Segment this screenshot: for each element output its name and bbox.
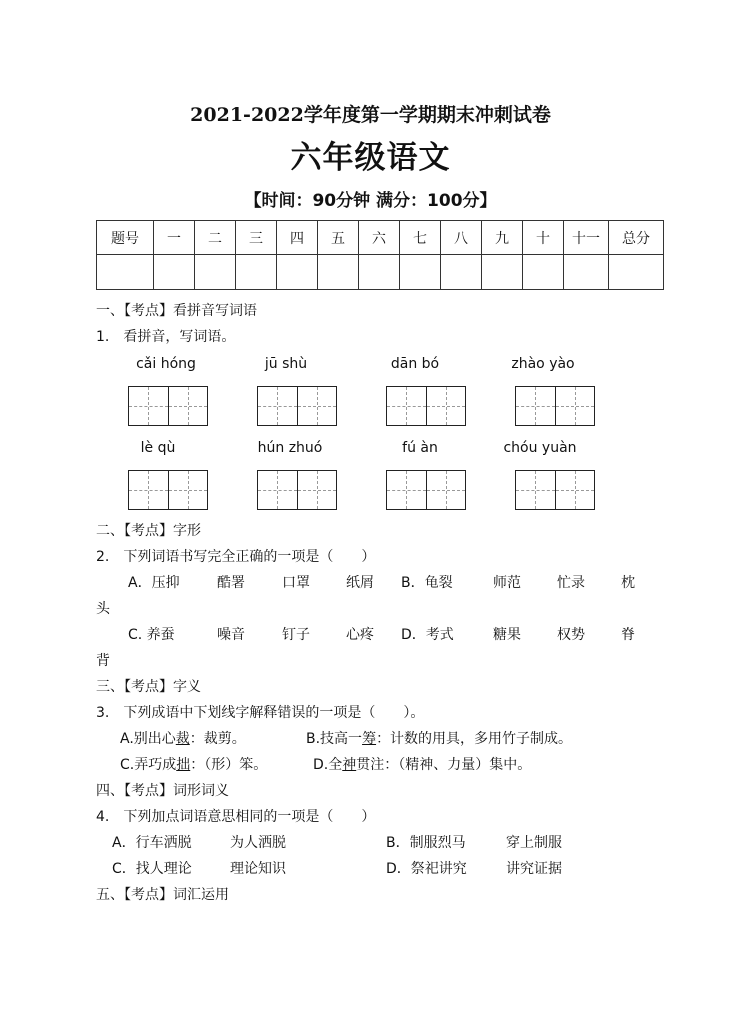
question-stem: 3. 下列成语中下划线字解释错误的一项是（ ）。 [96, 705, 425, 721]
option-a-second: 为人洒脱 [230, 835, 286, 851]
score-blank-cell[interactable] [97, 255, 154, 290]
question-stem: 4. 下列加点词语意思相同的一项是（ ） [96, 809, 376, 825]
score-blank-cell[interactable] [318, 255, 359, 290]
option-word: 口罩 [282, 575, 310, 591]
option-word: 心疼 [346, 627, 374, 643]
option-word: 脊 [621, 627, 635, 643]
section-title: 五、【考点】词汇运用 [96, 887, 229, 903]
writing-grid[interactable] [257, 386, 337, 426]
underlined-char: 拙 [176, 757, 191, 773]
score-blank-cell[interactable] [400, 255, 441, 290]
score-header-cell: 五 [318, 221, 359, 255]
option-b: B．制服烈马 [386, 835, 466, 851]
option-c-second: 理论知识 [230, 861, 286, 877]
underlined-char: 神 [342, 757, 357, 773]
subject-title: 六年级语文 [290, 140, 451, 176]
option-d-label: D．考式 [401, 627, 454, 643]
score-blank-cell[interactable] [154, 255, 195, 290]
option-a [120, 728, 246, 748]
option-text: ：（形）笨。 [190, 757, 268, 773]
score-blank-cell[interactable] [523, 255, 564, 290]
option-wrap: 背 [96, 653, 110, 669]
option-d-second: 讲究证据 [506, 861, 562, 877]
writing-grid[interactable] [386, 470, 466, 510]
option-b-second: 穿上制服 [506, 835, 562, 851]
option-word: 噪音 [217, 627, 245, 643]
score-header-cell: 十 [523, 221, 564, 255]
score-table-header-row [97, 221, 664, 255]
option-text: B.技高一 [306, 731, 363, 747]
pinyin-label: lè qù [140, 440, 176, 456]
option-word: 酷署 [217, 575, 245, 591]
option-c: C．找人理论 [112, 861, 192, 877]
score-header-cell: 八 [441, 221, 482, 255]
underlined-char: 筹 [362, 731, 377, 747]
question-stem: 1. 看拼音，写词语。 [96, 329, 236, 345]
score-blank-cell[interactable] [236, 255, 277, 290]
score-header-cell: 十一 [564, 221, 609, 255]
option-text: A.别出心 [120, 731, 176, 747]
option-word: 糖果 [493, 627, 521, 643]
option-word: 钉子 [282, 627, 310, 643]
score-header-cell: 一 [154, 221, 195, 255]
score-blank-cell[interactable] [195, 255, 236, 290]
writing-grid[interactable] [128, 470, 208, 510]
score-blank-cell[interactable] [441, 255, 482, 290]
writing-grid[interactable] [386, 386, 466, 426]
section-title: 三、【考点】字义 [96, 679, 201, 695]
pinyin-label: jū shù [264, 356, 308, 372]
score-header-cell: 题号 [97, 221, 154, 255]
score-header-cell: 七 [400, 221, 441, 255]
score-table-blank-row [97, 255, 664, 290]
option-word: 师范 [493, 575, 521, 591]
option-d: D．祭祀讲究 [386, 861, 467, 877]
writing-grid[interactable] [515, 386, 595, 426]
section-title: 二、【考点】字形 [96, 523, 201, 539]
score-header-cell: 九 [482, 221, 523, 255]
option-word: 纸屑 [346, 575, 374, 591]
score-header-cell: 四 [277, 221, 318, 255]
section-title: 一、【考点】看拼音写词语 [96, 303, 257, 319]
exam-title: 2021-2022学年度第一学期期末冲刺试卷 [190, 104, 551, 126]
writing-grid[interactable] [257, 470, 337, 510]
score-header-cell: 六 [359, 221, 400, 255]
option-d [313, 754, 531, 774]
option-a-label: A．压抑 [128, 575, 180, 591]
option-word: 枕 [621, 575, 635, 591]
score-header-cell: 总分 [609, 221, 664, 255]
option-text: D.全 [313, 757, 343, 773]
option-word: 权势 [557, 627, 585, 643]
pinyin-label: hún zhuó [257, 440, 323, 456]
pinyin-label: chóu yuàn [503, 440, 577, 456]
option-c [120, 754, 267, 774]
option-text: 贯注：（精神、力量）集中。 [356, 757, 532, 773]
score-blank-cell[interactable] [277, 255, 318, 290]
score-table [96, 220, 664, 290]
section-title: 四、【考点】词形词义 [96, 783, 229, 799]
option-word: 忙录 [557, 575, 585, 591]
option-wrap: 头 [96, 601, 110, 617]
option-text: ：计数的用具，多用竹子制成。 [376, 731, 573, 747]
score-blank-cell[interactable] [609, 255, 664, 290]
time-score-info: 【时间：90分钟 满分：100分】 [244, 191, 497, 211]
writing-grid[interactable] [128, 386, 208, 426]
pinyin-label: dān bó [390, 356, 440, 372]
pinyin-label: cǎi hóng [136, 356, 196, 372]
option-a: A．行车洒脱 [112, 835, 192, 851]
pinyin-label: fú àn [402, 440, 438, 456]
option-text: ：裁剪。 [189, 731, 246, 747]
option-text: C.弄巧成 [120, 757, 177, 773]
score-blank-cell[interactable] [564, 255, 609, 290]
option-b-label: B．龟裂 [401, 575, 453, 591]
underlined-char: 裁 [175, 731, 190, 747]
option-b [306, 728, 572, 748]
score-blank-cell[interactable] [482, 255, 523, 290]
question-stem: 2. 下列词语书写完全正确的一项是（ ） [96, 549, 376, 565]
option-c-label: C. 养蚕 [128, 627, 175, 643]
writing-grid[interactable] [515, 470, 595, 510]
pinyin-label: zhào yào [511, 356, 575, 372]
score-blank-cell[interactable] [359, 255, 400, 290]
score-header-cell: 二 [195, 221, 236, 255]
score-header-cell: 三 [236, 221, 277, 255]
